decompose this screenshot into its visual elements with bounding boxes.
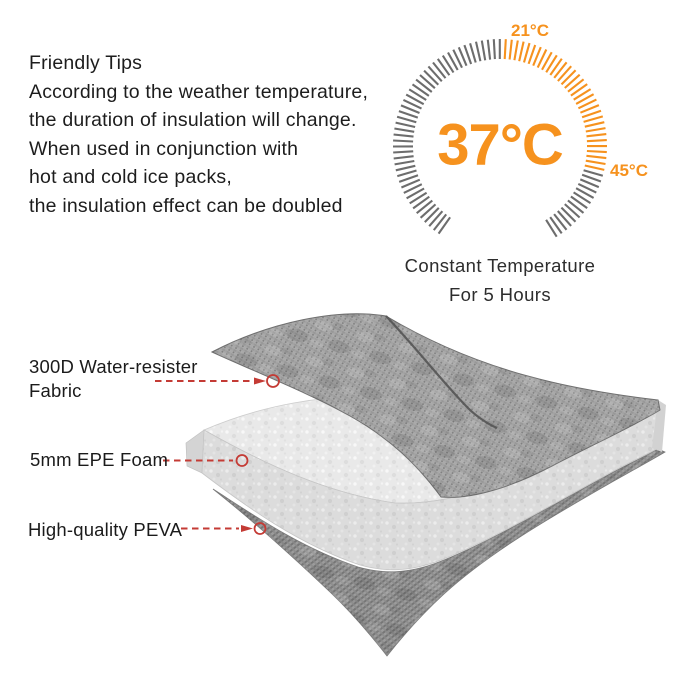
tips-line-2: the duration of insulation will change. bbox=[29, 109, 357, 131]
gauge-max-label: 45°C bbox=[610, 161, 648, 180]
tips-title: Friendly Tips bbox=[29, 52, 143, 74]
tips-line-3: When used in conjunction with bbox=[29, 137, 299, 160]
label-fabric-line-1: 300D Water-resister bbox=[29, 356, 198, 377]
gauge-min-label: 21°C bbox=[511, 21, 549, 40]
gauge-caption-line-2: For 5 Hours bbox=[448, 283, 552, 305]
leader-arrow-icon bbox=[254, 378, 266, 385]
label-peva: High-quality PEVA bbox=[28, 519, 183, 540]
tips-line-4: hot and cold ice packs, bbox=[29, 166, 232, 188]
label-fabric-line-2: Fabric bbox=[29, 379, 82, 401]
gauge-caption bbox=[350, 252, 650, 309]
leader-line-peva bbox=[181, 523, 266, 534]
gauge-value: 37°C bbox=[437, 112, 563, 178]
gauge-caption-line-1: Constant Temperature bbox=[404, 255, 596, 276]
material-layers-diagram bbox=[155, 314, 666, 656]
tips-line-1: According to the weather temperature, bbox=[29, 80, 369, 103]
label-fabric bbox=[29, 355, 198, 402]
leader-arrow-icon bbox=[241, 525, 253, 532]
friendly-tips-block bbox=[29, 49, 368, 220]
tips-line-5: the insulation effect can be doubled bbox=[29, 194, 343, 217]
label-foam: 5mm EPE Foam bbox=[30, 449, 169, 470]
